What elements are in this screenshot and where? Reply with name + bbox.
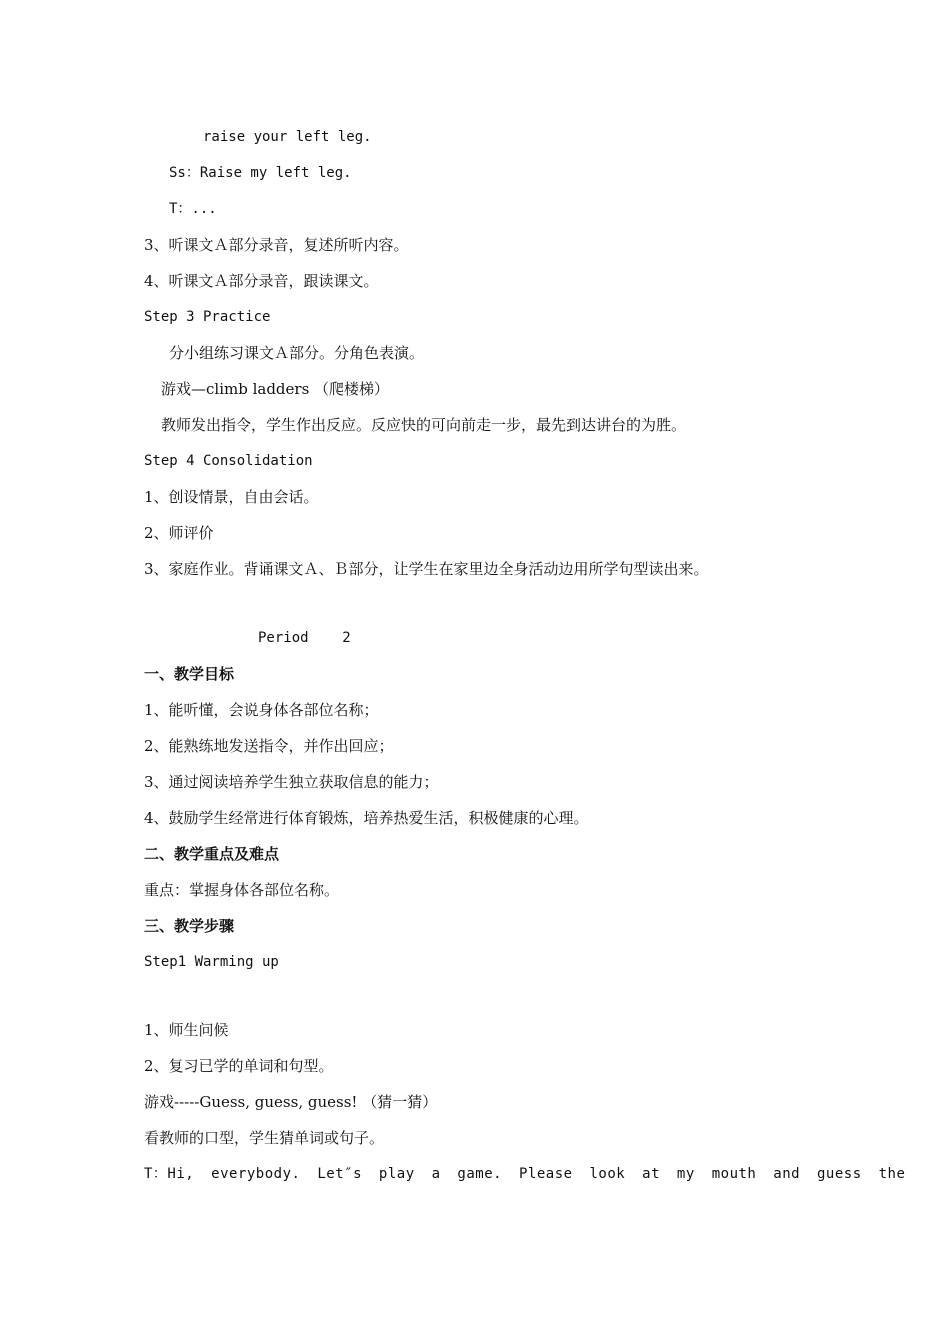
list-item: 2、能熟练地发送指令，并作出回应； [144, 737, 394, 755]
paragraph: 教师发出指令，学生作出反应。反应快的可向前走一步，最先到达讲台的为胜。 [161, 416, 687, 434]
dialogue-line: T：Hi, everybody. Let″s play a game. Please look at my mouth and guess the [144, 1166, 906, 1182]
period-title: Period 2 [258, 630, 351, 646]
list-item: 4、听课文Ａ部分录音，跟读课文。 [144, 272, 379, 290]
step-heading: Step1 Warming up [144, 954, 279, 970]
section-heading: 二、教学重点及难点 [144, 845, 280, 863]
paragraph: 分小组练习课文Ａ部分。分角色表演。 [169, 344, 425, 362]
step-heading: Step 3 Practice [144, 309, 271, 325]
paragraph: 重点：掌握身体各部位名称。 [144, 881, 340, 899]
section-heading: 一、教学目标 [144, 665, 235, 683]
list-item: 1、创设情景，自由会话。 [144, 488, 319, 506]
dialogue-line: Ss：Raise my left leg. [169, 165, 352, 181]
dialogue-line: T：... [169, 201, 217, 217]
paragraph: 游戏-----Guess, guess, guess! （猜一猜） [144, 1093, 438, 1111]
step-heading: Step 4 Consolidation [144, 453, 313, 469]
list-item: 1、师生问候 [144, 1021, 229, 1039]
list-item: 3、家庭作业。背诵课文Ａ、Ｂ部分，让学生在家里边全身活动边用所学句型读出来。 [144, 560, 709, 578]
list-item: 2、复习已学的单词和句型。 [144, 1057, 334, 1075]
list-item: 3、通过阅读培养学生独立获取信息的能力； [144, 773, 439, 791]
list-item: 4、鼓励学生经常进行体育锻炼，培养热爱生活，积极健康的心理。 [144, 809, 589, 827]
section-heading: 三、教学步骤 [144, 917, 235, 935]
list-item: 1、能听懂，会说身体各部位名称； [144, 701, 379, 719]
list-item: 2、师评价 [144, 524, 214, 542]
paragraph: 游戏—climb ladders （爬楼梯） [161, 380, 390, 398]
paragraph: 看教师的口型，学生猜单词或句子。 [144, 1129, 385, 1147]
list-item: 3、听课文Ａ部分录音，复述所听内容。 [144, 236, 409, 254]
dialogue-line: raise your left leg. [203, 129, 372, 145]
